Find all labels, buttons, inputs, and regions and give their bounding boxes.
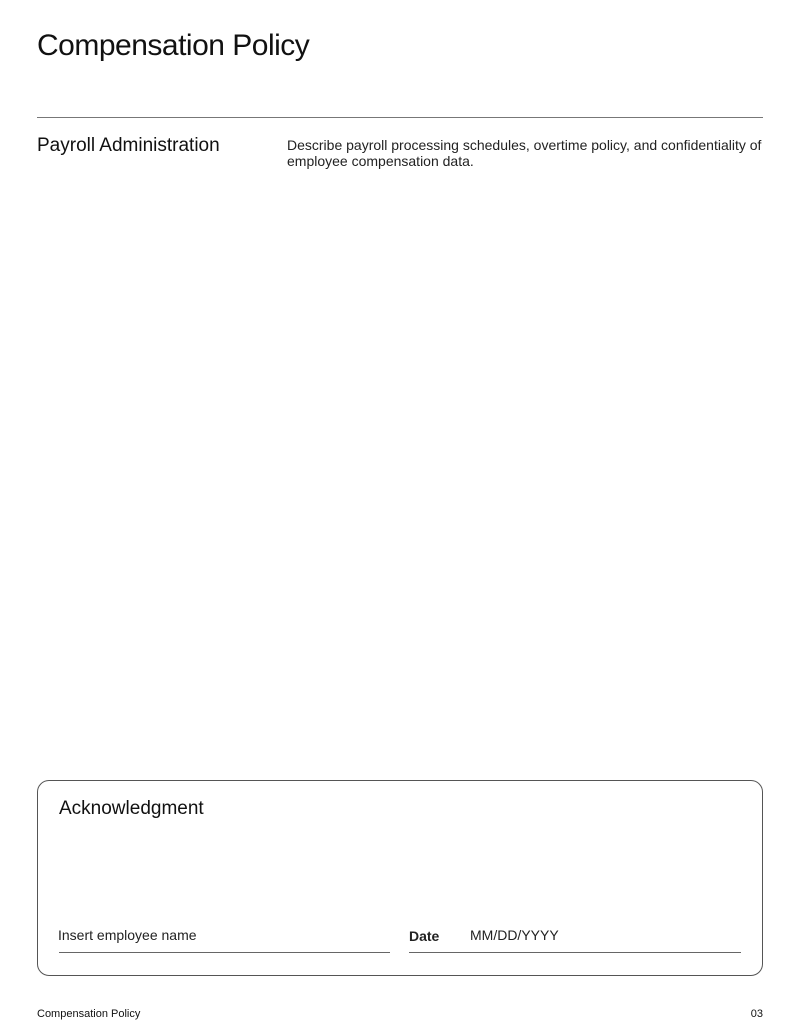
date-field[interactable]: MM/DD/YYYY xyxy=(470,927,559,943)
page-title: Compensation Policy xyxy=(37,29,310,62)
footer-title: Compensation Policy xyxy=(37,1008,141,1020)
name-underline xyxy=(59,952,390,953)
employee-name-field[interactable]: Insert employee name xyxy=(58,927,197,943)
divider xyxy=(37,117,763,118)
section-description[interactable]: Describe payroll processing schedules, overtime policy, and confidentiality of employee compensation data. xyxy=(287,137,762,169)
section-heading: Payroll Administration xyxy=(37,135,220,156)
date-label: Date xyxy=(409,928,440,944)
acknowledgment-title: Acknowledgment xyxy=(59,798,204,819)
date-underline xyxy=(409,952,741,953)
page-number: 03 xyxy=(750,1008,763,1020)
